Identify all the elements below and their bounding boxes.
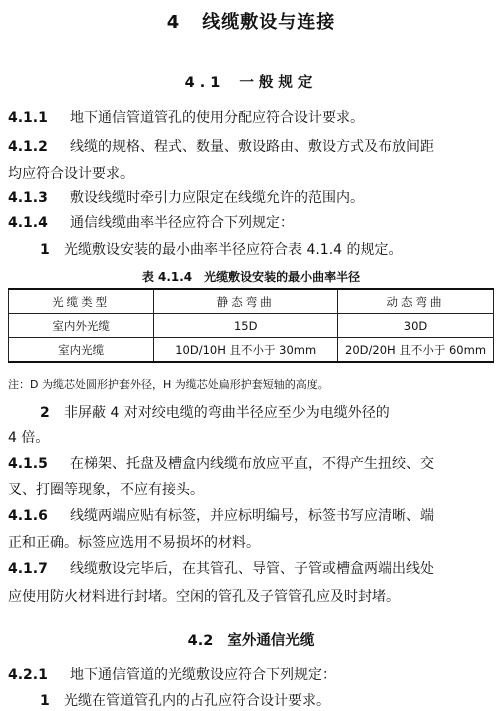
item-text: 光缆敷设安装的最小曲率半径应符合表 4.1.4 的规定。 xyxy=(64,242,403,258)
clause-4-2-1 xyxy=(8,665,336,685)
table-row xyxy=(9,314,494,338)
table-header-row xyxy=(9,289,494,314)
bend-radius-table xyxy=(8,288,494,363)
item-number: 1 xyxy=(40,693,50,709)
table-cell: 20D/20H 且不小于 60mm xyxy=(338,338,494,363)
clause-number: 4.1.2 xyxy=(8,139,48,155)
clause-number: 4.1.3 xyxy=(8,190,48,206)
table-row xyxy=(9,338,494,363)
clause-4-1-1 xyxy=(8,108,364,128)
chapter-heading xyxy=(0,8,502,34)
table-header-cell: 光缆类型 xyxy=(9,289,154,314)
table-cell: 30D xyxy=(338,314,494,338)
clause-text: 线缆两端应贴有标签，并应标明编号，标签书写应清晰、端 xyxy=(70,508,434,524)
clause-text: 地下通信管道管孔的使用分配应符合设计要求。 xyxy=(70,110,364,126)
item-number: 1 xyxy=(40,242,50,258)
clause-4-1-5 xyxy=(8,454,434,474)
clause-number: 4.2.1 xyxy=(8,667,48,683)
clause-number: 4.1.6 xyxy=(8,508,48,524)
section-number: 4.2 xyxy=(187,633,214,649)
table-header-cell: 动态弯曲 xyxy=(338,289,494,314)
clause-4-1-6-continuation: 正和正确。标签应选用不易损坏的材料。 xyxy=(8,535,260,551)
clause-number: 4.1.4 xyxy=(8,215,48,231)
section-title: 室外通信光缆 xyxy=(227,633,315,649)
clause-text: 线缆的规格、程式、数量、敷设路由、敷设方式及布放间距 xyxy=(70,139,434,155)
section-heading xyxy=(0,71,502,92)
clause-number: 4.1.7 xyxy=(8,561,48,577)
section-number: 4.1 xyxy=(184,75,226,91)
table-cell: 室内光缆 xyxy=(9,338,154,363)
table-header-cell: 静态弯曲 xyxy=(154,289,338,314)
table-cell: 10D/10H 且不小于 30mm xyxy=(154,338,338,363)
list-item-continuation: 4 倍。 xyxy=(8,430,50,446)
clause-number: 4.1.1 xyxy=(8,110,48,126)
table-cell: 室内外光缆 xyxy=(9,314,154,338)
table-cell: 15D xyxy=(154,314,338,338)
clause-text: 敷设线缆时牵引力应限定在线缆允许的范围内。 xyxy=(70,190,364,206)
clause-number: 4.1.5 xyxy=(8,456,48,472)
clause-text: 在梯架、托盘及槽盒内线缆布放应平直，不得产生扭绞、交 xyxy=(70,456,434,472)
clause-4-1-4 xyxy=(8,213,294,233)
item-text: 非屏蔽 4 对对绞电缆的弯曲半径应至少为电缆外径的 xyxy=(64,405,390,421)
table-note: 注：D 为缆芯处圆形护套外径，H 为缆芯处扁形护套短轴的高度。 xyxy=(8,378,329,391)
clause-4-1-5-continuation: 叉、打圈等现象，不应有接头。 xyxy=(8,482,204,498)
clause-4-1-2-continuation: 均应符合设计要求。 xyxy=(8,166,134,182)
clause-4-1-7 xyxy=(8,559,434,579)
clause-text: 线缆敷设完毕后，在其管孔、导管、子管或槽盒两端出线处 xyxy=(70,561,434,577)
clause-4-1-6 xyxy=(8,506,434,526)
section-heading xyxy=(0,629,502,650)
section-title: 一般规定 xyxy=(239,75,318,91)
clause-4-1-2 xyxy=(8,137,434,157)
table-caption xyxy=(0,268,502,285)
chapter-number: 4 xyxy=(166,12,181,33)
list-item xyxy=(40,690,330,710)
item-number: 2 xyxy=(40,405,50,421)
item-text: 光缆在管道管孔内的占孔应符合设计要求。 xyxy=(64,693,330,709)
clause-4-1-7-continuation: 应使用防火材料进行封堵。空闲的管孔及子管管孔应及时封堵。 xyxy=(8,589,400,605)
table-title: 光缆敷设安装的最小曲率半径 xyxy=(204,270,361,284)
clause-4-1-3 xyxy=(8,188,364,208)
chapter-title: 线缆敷设与连接 xyxy=(202,12,336,33)
clause-text: 通信线缆曲率半径应符合下列规定： xyxy=(70,215,294,231)
table-number: 表 4.1.4 xyxy=(141,270,193,284)
list-item xyxy=(40,239,403,259)
list-item xyxy=(40,402,390,422)
clause-text: 地下通信管道的光缆敷设应符合下列规定： xyxy=(70,667,336,683)
